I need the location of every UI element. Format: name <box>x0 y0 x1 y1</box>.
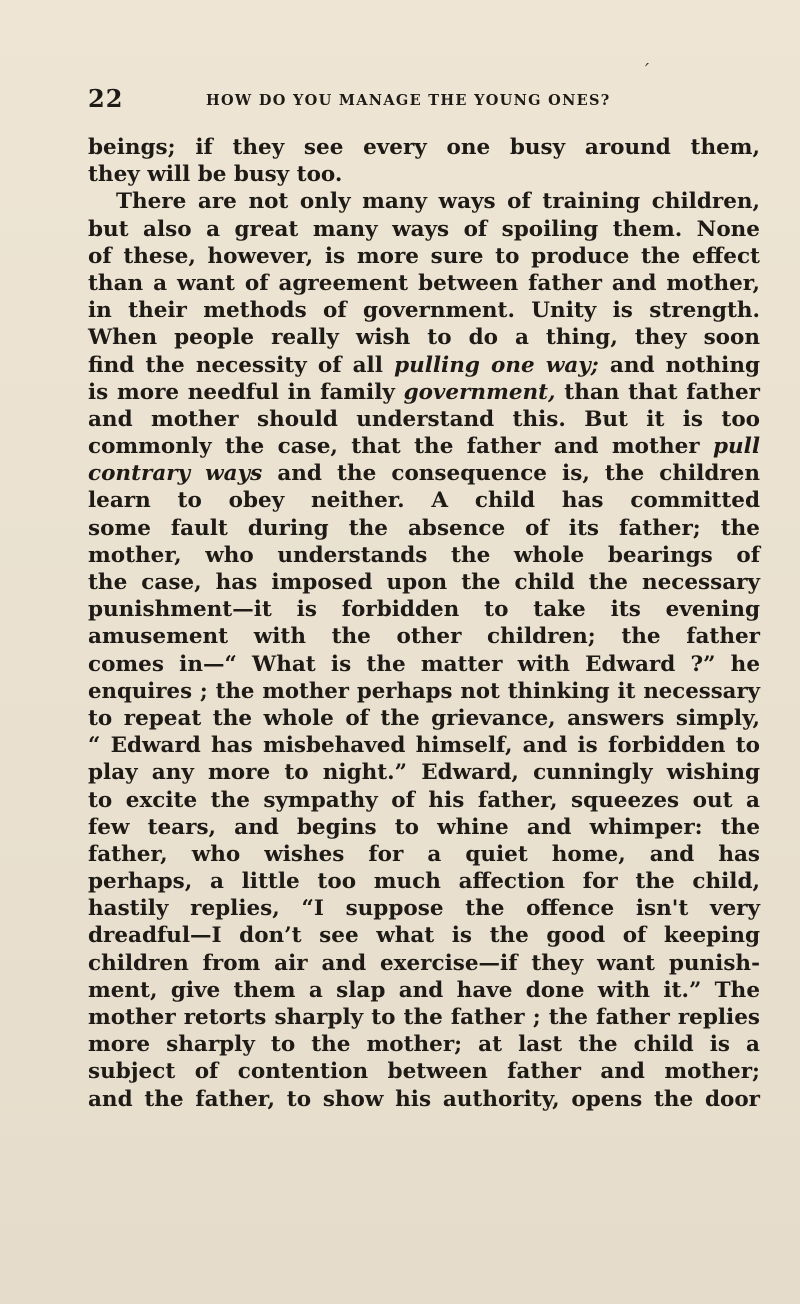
text-segment: and nothing <box>598 352 761 378</box>
text-line: dreadful—I don’t see what is the good of keeping <box>88 923 760 949</box>
running-head: HOW DO YOU MANAGE THE YOUNG ONES? <box>206 92 611 109</box>
page-header <box>88 84 648 118</box>
text-line: to excite the sympathy of his father, squeezes out a <box>88 787 760 813</box>
body-text <box>88 134 760 1113</box>
text-line: in their methods of government. Unity is strength. <box>88 298 760 324</box>
text-line: amusement with the other children; the father <box>88 624 760 650</box>
text-line: When people really wish to do a thing, they soon <box>88 325 760 351</box>
text-line: mother retorts sharply to the father ; the father replies <box>88 1005 760 1030</box>
text-line <box>88 352 760 379</box>
text-line: and the father, to show his authority, opens the door <box>88 1086 760 1112</box>
italic-phrase: pull <box>713 434 760 460</box>
text-line: mother, who understands the whole bearings of <box>88 542 760 568</box>
page-number: 22 <box>88 84 124 113</box>
text-line: some fault during the absence of its father; the <box>88 515 760 541</box>
text-line: “ Edward has misbehaved himself, and is forbidden to <box>88 733 760 759</box>
text-line: play any more to night.” Edward, cunningly wishing <box>88 760 760 786</box>
text-line: father, who wishes for a quiet home, and has <box>88 841 760 867</box>
text-line: beings; if they see every one busy around them, <box>88 135 760 160</box>
text-line <box>88 433 760 460</box>
text-line: subject of contention between father and mother; <box>88 1059 760 1085</box>
italic-phrase: pulling one way; <box>394 352 599 378</box>
text-line: children from air and exercise—if they want punish- <box>88 950 760 976</box>
italic-phrase: contrary ways <box>88 461 263 487</box>
text-line: than a want of agreement between father and mother, <box>88 270 760 296</box>
text-line: of these, however, is more sure to produce the effect <box>88 243 760 269</box>
text-segment: is more needful in family <box>88 379 404 405</box>
ink-mark: ′ <box>645 60 650 81</box>
text-line: to repeat the whole of the grievance, answers simply, <box>88 705 760 731</box>
text-segment: than that father <box>555 379 760 405</box>
text-line: comes in—“ What is the matter with Edward ?” he <box>88 651 760 677</box>
text-line: few tears, and begins to whine and whimper: the <box>88 814 760 840</box>
text-line: but also a great many ways of spoiling them. None <box>88 216 760 242</box>
text-line: and mother should understand this. But it is too <box>88 406 760 432</box>
text-line: the case, has imposed upon the child the necessary <box>88 570 760 595</box>
text-line: they will be busy too. <box>88 162 343 188</box>
text-line: hastily replies, “I suppose the offence isn't very <box>88 896 760 922</box>
text-line: enquires ; the mother perhaps not thinking it necessary <box>88 678 760 704</box>
text-line: perhaps, a little too much affection for the child, <box>88 869 760 895</box>
text-segment: commonly the case, that the father and mother <box>88 434 713 460</box>
text-line: more sharply to the mother; at last the child is a <box>88 1032 760 1058</box>
text-line: learn to obey neither. A child has committed <box>88 488 760 514</box>
text-line <box>88 460 760 487</box>
text-line: There are not only many ways of training children, <box>116 189 760 215</box>
text-line: ment, give them a slap and have done with it.” The <box>88 977 760 1003</box>
text-segment: and the consequence is, the children <box>262 461 760 487</box>
italic-phrase: government, <box>403 379 556 405</box>
text-segment: find the necessity of all <box>88 352 395 378</box>
text-line: punishment—it is forbidden to take its evening <box>88 597 760 623</box>
text-line <box>88 379 760 406</box>
